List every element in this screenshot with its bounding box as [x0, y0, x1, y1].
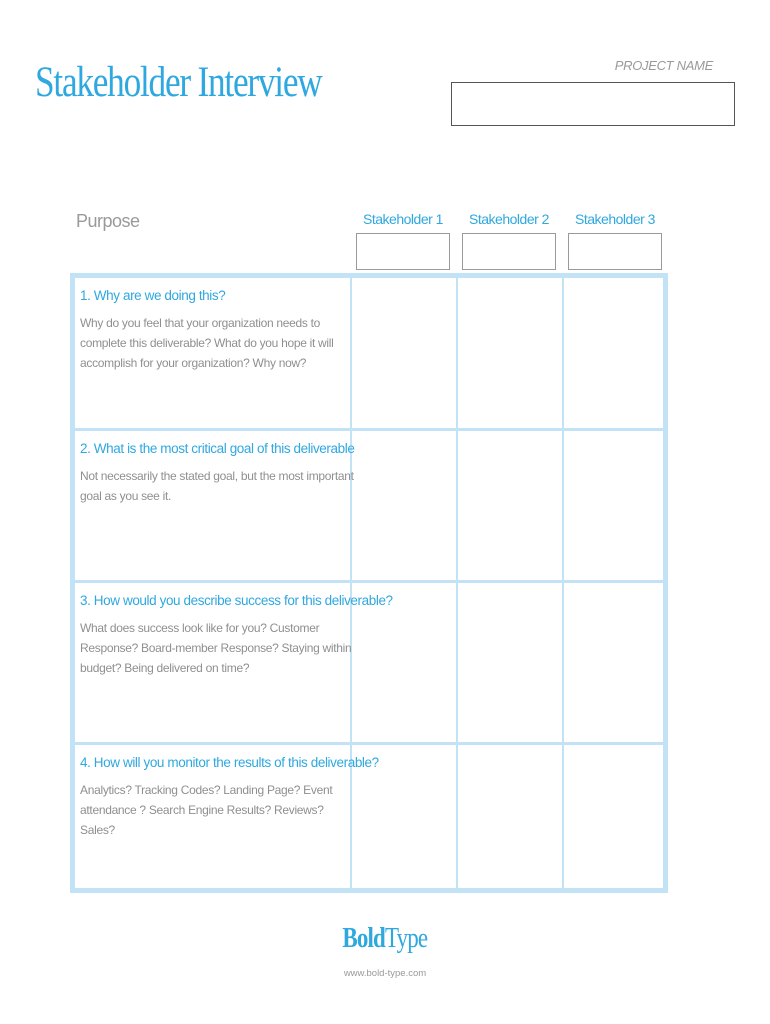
boldtype-logo: [0, 923, 770, 955]
project-name-label: PROJECT NAME: [614, 58, 713, 73]
stakeholder-1-label: Stakeholder 1: [363, 211, 443, 227]
question-description: Analytics? Tracking Codes? Landing Page? Event attendance ? Search Engine Results? Reviews? Sales?: [80, 783, 333, 837]
interview-grid: [70, 273, 668, 893]
question-title: 1. Why are we doing this?: [80, 288, 226, 303]
logo-part-bold: Bold: [342, 923, 386, 954]
stakeholder-1-name-field[interactable]: [356, 233, 450, 270]
website-url: www.bold-type.com: [343, 968, 427, 979]
question-row-1: [75, 278, 663, 431]
stakeholder-2-label: Stakeholder 2: [469, 211, 549, 227]
question-description: Why do you feel that your organization needs to complete this deliverable? What do you hope it will accomplish for your organization? Why now?: [80, 316, 334, 370]
question-description: Not necessarily the stated goal, but the most important goal as you see it.: [80, 469, 354, 503]
purpose-label: Purpose: [76, 211, 140, 231]
question-description: What does success look like for you? Customer Response? Board-member Response? Staying within budget? Being delivered on time?: [80, 621, 352, 675]
question-row-2: [75, 431, 663, 583]
question-row-4: [75, 745, 663, 888]
project-name-field[interactable]: [451, 82, 735, 126]
question-title: 3. How would you describe success for this deliverable?: [80, 593, 393, 608]
stakeholder-3-label: Stakeholder 3: [575, 211, 655, 227]
logo-part-light: Type: [385, 923, 428, 954]
question-title: 4. How will you monitor the results of this deliverable?: [80, 755, 379, 770]
stakeholder-2-name-field[interactable]: [462, 233, 556, 270]
page-title: Stakeholder Interview: [35, 59, 322, 106]
question-row-3: [75, 583, 663, 745]
question-title: 2. What is the most critical goal of this deliverable: [80, 441, 355, 456]
stakeholder-3-name-field[interactable]: [568, 233, 662, 270]
